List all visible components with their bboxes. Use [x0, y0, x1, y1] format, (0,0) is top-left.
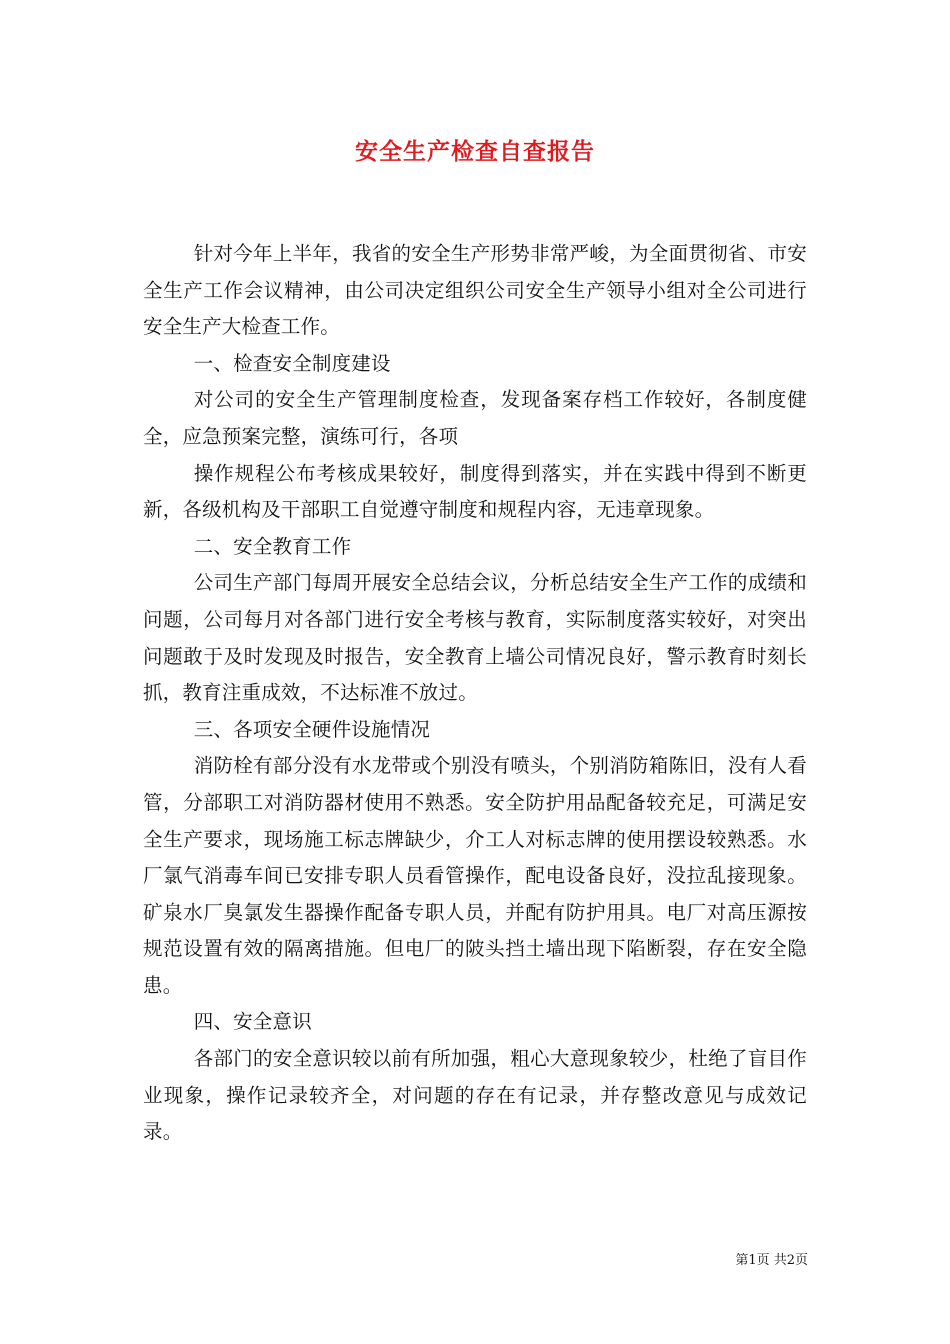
- paragraph-intro: 针对今年上半年，我省的安全生产形势非常严峻，为全面贯彻省、市安全生产工作会议精神，由公司决定组织公司安全生产领导小组对全公司进行安全生产大检查工作。: [143, 242, 807, 339]
- paragraph-section-3: 消防栓有部分没有水龙带或个别没有喷头，个别消防箱陈旧，没有人看管，分部职工对消防器材使用不熟悉。安全防护用品配备较充足，可满足安全生产要求，现场施工标志牌缺少，介工人对标志牌的使用摆设较熟悉。水厂氯气消毒车间已安排专职人员看管操作，配电设备良好，没拉乱接现象。矿泉水厂臭氯发生器操作配备专职人员，并配有防护用具。电厂对高压源按规范设置有效的隔离措施。但电厂的陂头挡土墙出现下陷断裂，存在安全隐患。: [143, 754, 807, 997]
- paragraph-section-1b: 操作规程公布考核成果较好，制度得到落实，并在实践中得到不断更新，各级机构及干部职工自觉遵守制度和规程内容，无违章现象。: [143, 461, 807, 522]
- section-heading-4: 四、安全意识: [193, 1010, 312, 1034]
- page-number: 第1页 共2页: [735, 1253, 808, 1268]
- document-title: 安全生产检查自查报告: [355, 138, 595, 165]
- section-heading-3: 三、各项安全硬件设施情况: [193, 717, 431, 741]
- paragraph-section-4: 各部门的安全意识较以前有所加强，粗心大意现象较少，杜绝了盲目作业现象，操作记录较齐全，对问题的存在有记录，并存整改意见与成效记录。: [143, 1047, 807, 1144]
- document-body: [143, 236, 807, 1151]
- section-heading-1: 一、检查安全制度建设: [193, 351, 391, 375]
- paragraph-section-1a: 对公司的安全生产管理制度检查，发现备案存档工作较好，各制度健全，应急预案完整，演练可行，各项: [143, 388, 807, 448]
- paragraph-section-2: 公司生产部门每周开展安全总结会议，分析总结安全生产工作的成绩和问题，公司每月对各部门进行安全考核与教育，实际制度落实较好，对突出问题敢于及时发现及时报告，安全教育上墙公司情况良好，警示教育时刻长抓，教育注重成效，不达标准不放过。: [143, 571, 807, 705]
- section-heading-2: 二、安全教育工作: [193, 534, 352, 558]
